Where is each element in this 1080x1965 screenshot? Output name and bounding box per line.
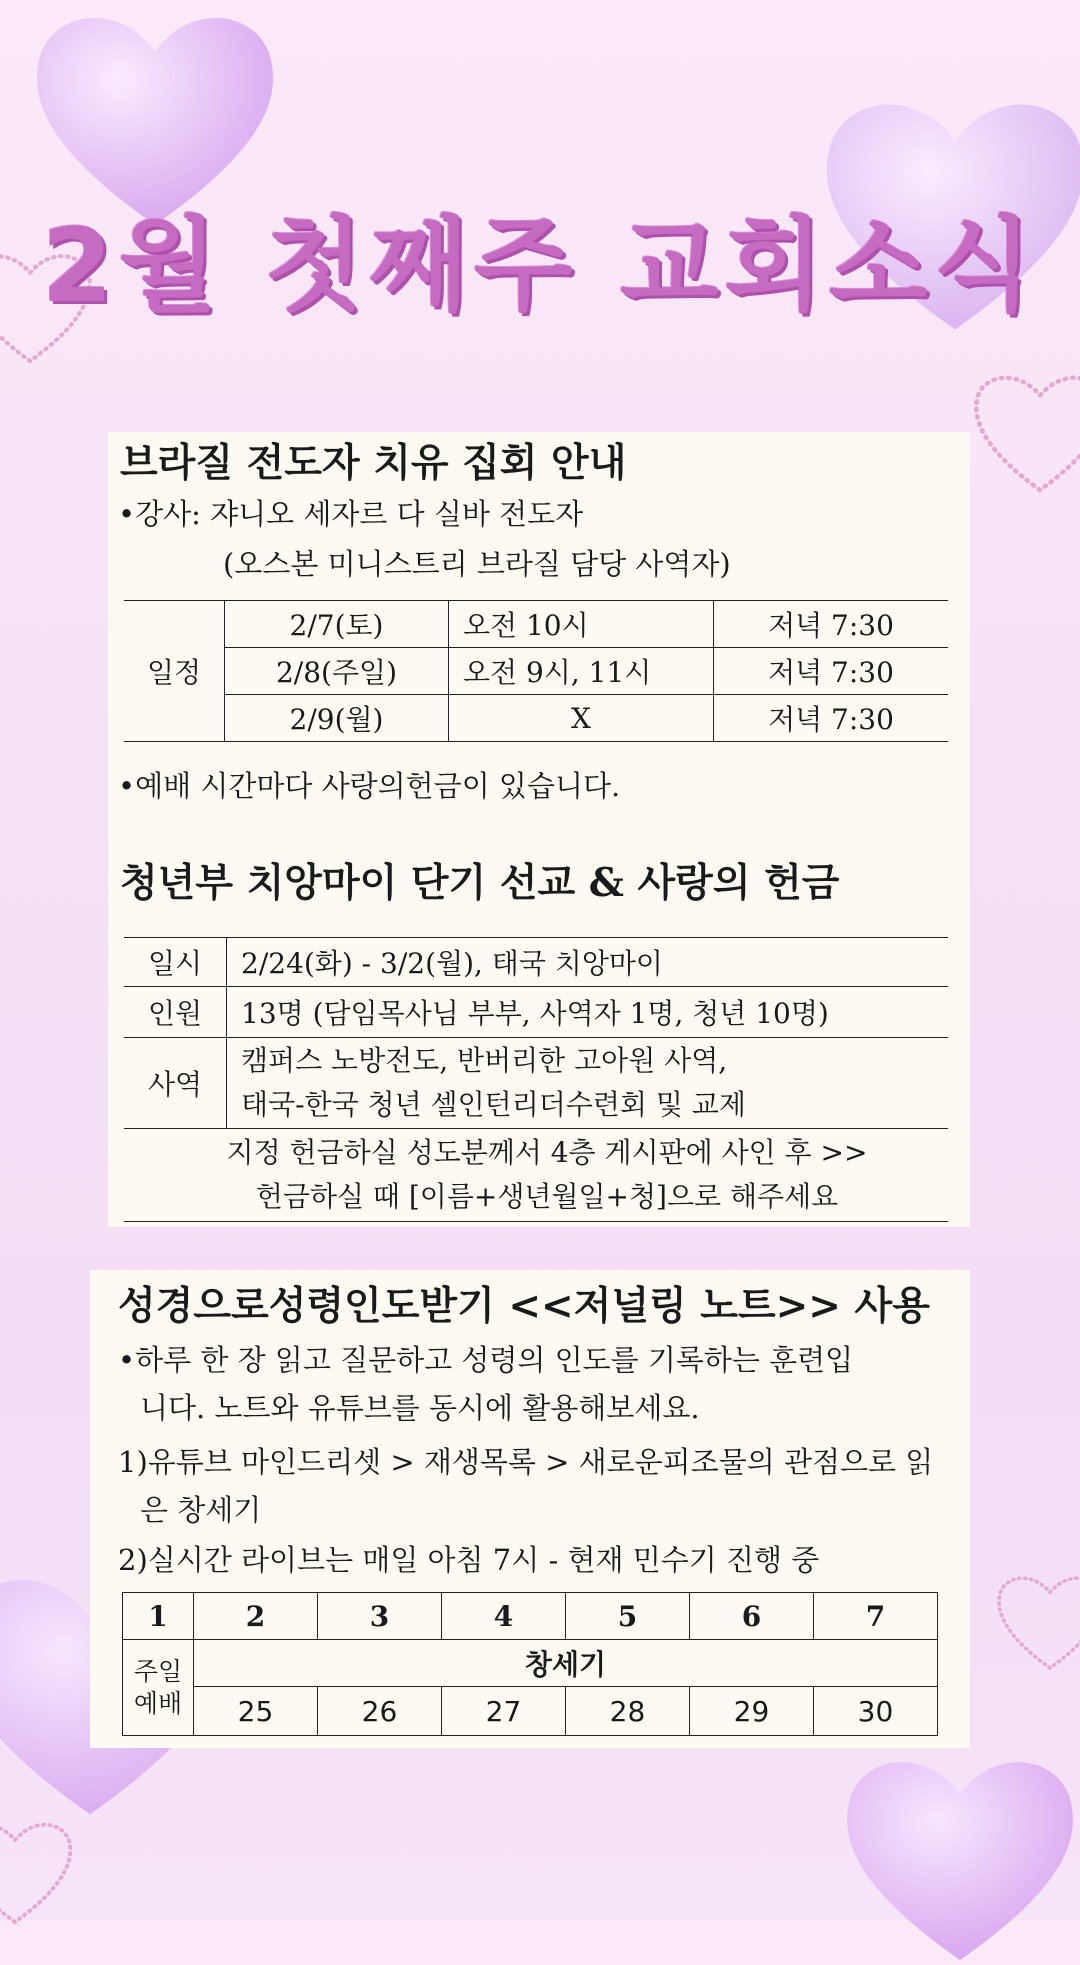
schedule-row (124, 695, 948, 742)
mission-row (124, 987, 948, 1038)
chapter-cell: 28 (566, 1687, 690, 1736)
journaling-line: 니다. 노트와 유튜브를 동시에 활용해보세요. (140, 1391, 700, 1425)
pearl-heart-right (965, 360, 1080, 500)
mission-label: 일시 (124, 938, 227, 987)
journaling-line: 2)실시간 라이브는 매일 아침 7시 - 현재 민수기 진행 중 (118, 1543, 820, 1577)
pearl-heart-bottom-left (0, 1800, 80, 1940)
day-header: 5 (566, 1593, 690, 1640)
schedule-morning: 오전 9시, 11시 (449, 648, 714, 695)
mission-value-line: 캠퍼스 노방전도, 반버리한 고아원 사역, (241, 1044, 728, 1077)
schedule-date: 2/7(토) (225, 601, 449, 648)
schedule-evening: 저녁 7:30 (714, 695, 949, 742)
sunday-service-label (123, 1640, 194, 1736)
speaker-subtitle: (오스본 미니스트리 브라질 담당 사역자) (223, 547, 731, 581)
schedule-evening: 저녁 7:30 (714, 648, 949, 695)
mission-label: 인원 (124, 987, 227, 1038)
mission-row (124, 938, 948, 987)
sunday-label-line: 예배 (133, 1688, 183, 1718)
schedule-evening: 저녁 7:30 (714, 601, 949, 648)
chapter-cell: 29 (690, 1687, 814, 1736)
mission-value-line: 태국-한국 청년 셀인턴리더수련회 및 교제 (241, 1088, 746, 1121)
sunday-label-line: 주일 (133, 1656, 183, 1686)
announcement-panel-2 (90, 1270, 970, 1748)
chapter-cell: 30 (814, 1687, 938, 1736)
schedule-date: 2/8(주일) (225, 648, 449, 695)
schedule-label: 일정 (124, 601, 225, 742)
heart-decoration-bottom-right (800, 1745, 1080, 1965)
day-header: 3 (318, 1593, 442, 1640)
mission-heading: 청년부 치앙마이 단기 선교 & 사랑의 헌금 (120, 860, 840, 906)
book-row (123, 1640, 938, 1687)
reading-plan-table (122, 1592, 938, 1736)
chapter-cell: 27 (442, 1687, 566, 1736)
mission-footer-line: 헌금하실 때 [이름+생년월일+청]으로 해주세요 (255, 1180, 839, 1213)
page-title: 2월 첫째주 교회소식 (41, 207, 1039, 326)
journaling-line: •하루 한 장 읽고 질문하고 성령의 인도를 기록하는 훈련입 (118, 1343, 854, 1377)
chapter-cell: 25 (194, 1687, 318, 1736)
mission-footer (124, 1129, 948, 1222)
mission-value: 2/24(화) - 3/2(월), 태국 치앙마이 (227, 938, 949, 987)
pearl-heart-bottom-right (990, 1550, 1080, 1690)
chapter-cell: 26 (318, 1687, 442, 1736)
mission-value (227, 1038, 949, 1129)
day-header: 6 (690, 1593, 814, 1640)
day-header: 1 (123, 1593, 194, 1640)
journaling-heading: 성경으로성령인도받기 <<저널링 노트>> 사용 (118, 1283, 930, 1329)
mission-row (124, 1038, 948, 1129)
schedule-row (124, 648, 948, 695)
offering-note: •예배 시간마다 사랑의헌금이 있습니다. (118, 769, 621, 803)
chapter-row (123, 1687, 938, 1736)
journaling-line: 은 창세기 (140, 1493, 262, 1527)
mission-footer-row (124, 1129, 948, 1222)
mission-value: 13명 (담임목사님 부부, 사역자 1명, 청년 10명) (227, 987, 949, 1038)
schedule-table (124, 600, 948, 742)
schedule-morning: 오전 10시 (449, 601, 714, 648)
day-header-row (123, 1593, 938, 1640)
announcement-panel-1 (108, 432, 970, 1227)
mission-footer-line: 지정 헌금하실 성도분께서 4층 게시판에 사인 후 >> (226, 1136, 868, 1169)
schedule-date: 2/9(월) (225, 695, 449, 742)
healing-rally-heading: 브라질 전도자 치유 집회 안내 (120, 440, 627, 486)
journaling-line: 1)유튜브 마인드리셋 > 재생목록 > 새로운피조물의 관점으로 읽 (118, 1445, 934, 1479)
schedule-morning: X (449, 695, 714, 742)
speaker-line: •강사: 쟈니오 세자르 다 실바 전도자 (118, 497, 584, 531)
mission-table (124, 937, 948, 1222)
schedule-row (124, 601, 948, 648)
book-name: 창세기 (194, 1640, 938, 1687)
day-header: 2 (194, 1593, 318, 1640)
day-header: 7 (814, 1593, 938, 1640)
mission-label: 사역 (124, 1038, 227, 1129)
day-header: 4 (442, 1593, 566, 1640)
